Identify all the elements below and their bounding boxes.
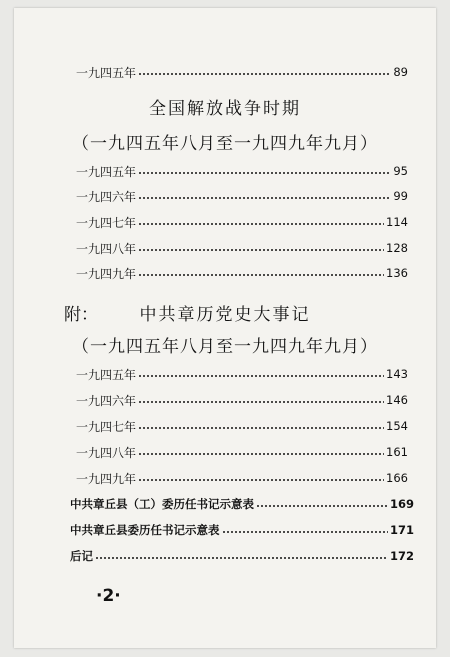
section-subtitle: （一九四五年八月至一九四九年九月）	[72, 134, 378, 154]
appendix-subtitle: （一九四五年八月至一九四九年九月）	[72, 337, 378, 357]
toc-entry[interactable]	[76, 392, 408, 408]
toc-entry-page: 95	[393, 164, 408, 178]
toc-entry-page: 154	[386, 419, 408, 433]
toc-entry-page: 166	[386, 471, 408, 485]
toc-entry-page: 143	[386, 367, 408, 381]
appendix-prefix: 附：	[64, 305, 98, 325]
toc-entry[interactable]	[76, 366, 408, 382]
toc-entry[interactable]	[76, 265, 408, 281]
toc-entry[interactable]	[70, 496, 414, 512]
toc-entry-label: 一九四五年	[76, 65, 137, 80]
dot-leader	[138, 223, 384, 225]
toc-entry[interactable]	[76, 214, 408, 230]
toc-entry-page: 89	[393, 65, 408, 79]
toc-entry-label: 中共章丘县委历任书记示意表	[70, 523, 220, 537]
toc-entry[interactable]	[76, 188, 408, 204]
toc-entry[interactable]	[70, 548, 414, 564]
toc-entry-label: 后记	[70, 549, 93, 563]
toc-entry-page: 146	[386, 393, 408, 407]
toc-entry-label: 一九四八年	[76, 445, 137, 460]
document-page	[14, 8, 436, 648]
toc-entry[interactable]	[76, 418, 408, 434]
toc-entry-page: 169	[389, 497, 414, 511]
dot-leader	[138, 172, 391, 174]
dot-leader	[138, 249, 384, 251]
toc-entry-page: 99	[393, 189, 408, 203]
dot-leader	[138, 479, 384, 481]
dot-leader	[138, 427, 384, 429]
dot-leader	[138, 73, 391, 75]
dot-leader	[256, 505, 388, 507]
dot-leader	[138, 274, 384, 276]
dot-leader	[138, 401, 384, 403]
dot-leader	[95, 557, 388, 559]
toc-entry-page: 161	[386, 445, 408, 459]
toc-entry[interactable]	[76, 163, 408, 179]
toc-entry-label: 一九四六年	[76, 393, 137, 408]
page-number: ·2·	[96, 586, 121, 606]
dot-leader	[138, 375, 384, 377]
toc-entry-label: 一九四六年	[76, 189, 137, 204]
section-title: 全国解放战争时期	[149, 99, 301, 119]
toc-entry-label: 一九四五年	[76, 164, 137, 179]
toc-entry-label: 一九四八年	[76, 241, 137, 256]
toc-entry-label: 一九四七年	[76, 419, 137, 434]
toc-entry-page: 128	[386, 241, 408, 255]
dot-leader	[222, 531, 388, 533]
toc-entry-label: 中共章丘县（工）委历任书记示意表	[70, 497, 254, 511]
toc-entry[interactable]	[76, 240, 408, 256]
toc-entry[interactable]	[76, 470, 408, 486]
toc-entry-page: 136	[386, 266, 408, 280]
toc-entry-page: 114	[386, 215, 408, 229]
dot-leader	[138, 197, 391, 199]
dot-leader	[138, 453, 384, 455]
toc-entry-label: 一九四五年	[76, 367, 137, 382]
toc-entry[interactable]	[76, 444, 408, 460]
toc-entry[interactable]	[70, 522, 414, 538]
toc-entry[interactable]	[76, 64, 408, 80]
toc-entry-page: 171	[389, 523, 414, 537]
toc-entry-page: 172	[389, 549, 414, 563]
toc-entry-label: 一九四九年	[76, 471, 137, 486]
toc-entry-label: 一九四七年	[76, 215, 137, 230]
appendix-title: 中共章历党史大事记	[139, 305, 311, 325]
toc-entry-label: 一九四九年	[76, 266, 137, 281]
